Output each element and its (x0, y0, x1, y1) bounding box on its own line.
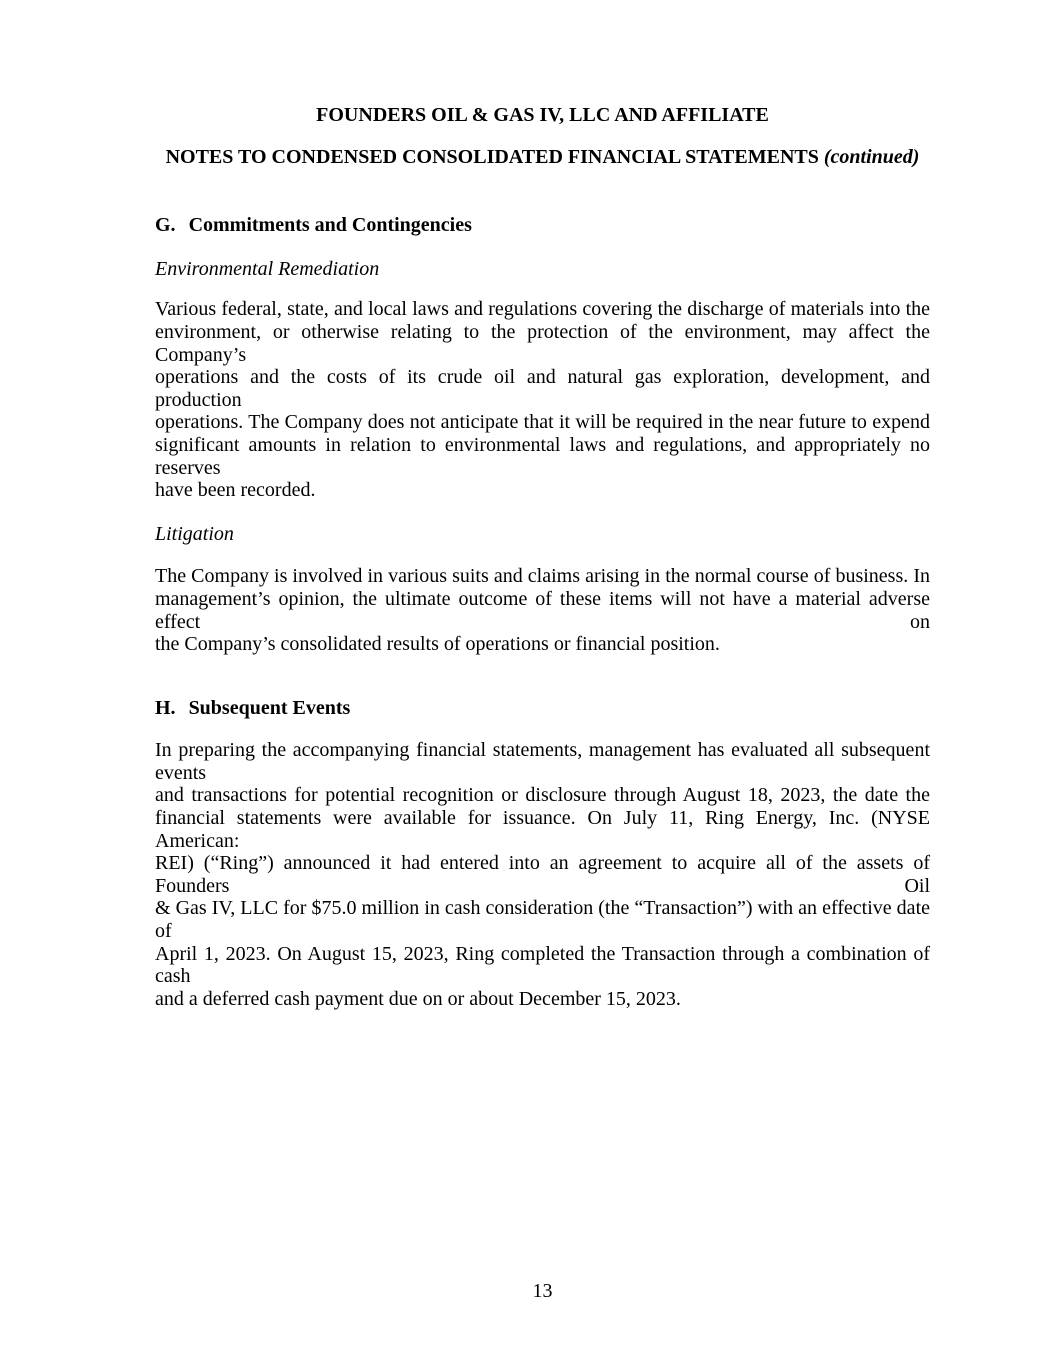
subheading-environmental-remediation: Environmental Remediation (155, 257, 380, 280)
document-subtitle-continued: (continued) (823, 145, 920, 168)
paragraph-line: and a deferred cash payment due on or about December 15, 2023. (155, 987, 681, 1010)
section-heading-commitments (155, 214, 930, 237)
paragraph-line: financial statements were available for issuance. On July 11, Ring Energy, Inc. (NYSE American: (155, 807, 930, 852)
page-number: 13 (532, 1280, 553, 1302)
document-title: FOUNDERS OIL & GAS IV, LLC AND AFFILIATE (316, 104, 769, 126)
paragraph-line: significant amounts in relation to environmental laws and regulations, and appropriately no reserves (155, 433, 930, 479)
paragraph-line: April 1, 2023. On August 15, 2023, Ring completed the Transaction through a combination of cash (155, 942, 930, 988)
section-label: G. (155, 214, 176, 237)
document-subtitle-main: NOTES TO CONDENSED CONSOLIDATED FINANCIAL STATEMENTS (165, 145, 824, 168)
paragraph-line: have been recorded. (155, 479, 316, 502)
paragraph-subsequent-events (155, 739, 930, 1010)
paragraph-environmental (155, 298, 930, 501)
paragraph-line: operations and the costs of its crude oil and natural gas exploration, development, and production (155, 366, 930, 411)
section-title: Commitments and Contingencies (188, 214, 472, 237)
paragraph-litigation (155, 565, 930, 655)
paragraph-line: the Company’s consolidated results of operations or financial position. (155, 633, 720, 656)
subheading-litigation: Litigation (155, 522, 234, 545)
paragraph-line: and transactions for potential recognition or disclosure through August 18, 2023, the date the (155, 784, 930, 807)
paragraph-line: The Company is involved in various suits and claims arising in the normal course of business. In (155, 565, 930, 588)
paragraph-line: REI) (“Ring”) announced it had entered into an agreement to acquire all of the assets of Founders Oil (155, 852, 930, 897)
paragraph-line: Various federal, state, and local laws and regulations covering the discharge of materials into the (155, 298, 930, 321)
section-heading-subsequent-events (155, 697, 930, 720)
paragraph-line: & Gas IV, LLC for $75.0 million in cash consideration (the “Transaction”) with an effective date of (155, 897, 930, 943)
paragraph-line: environment, or otherwise relating to the protection of the environment, may affect the Company’s (155, 320, 930, 366)
section-label: H. (155, 696, 176, 719)
paragraph-line: management’s opinion, the ultimate outcome of these items will not have a material adverse effect on (155, 587, 930, 633)
paragraph-line: In preparing the accompanying financial statements, management has evaluated all subsequent events (155, 739, 930, 784)
document-subtitle (155, 146, 930, 169)
paragraph-line: operations. The Company does not anticipate that it will be required in the near future to expend (155, 411, 930, 434)
section-title: Subsequent Events (188, 696, 351, 719)
